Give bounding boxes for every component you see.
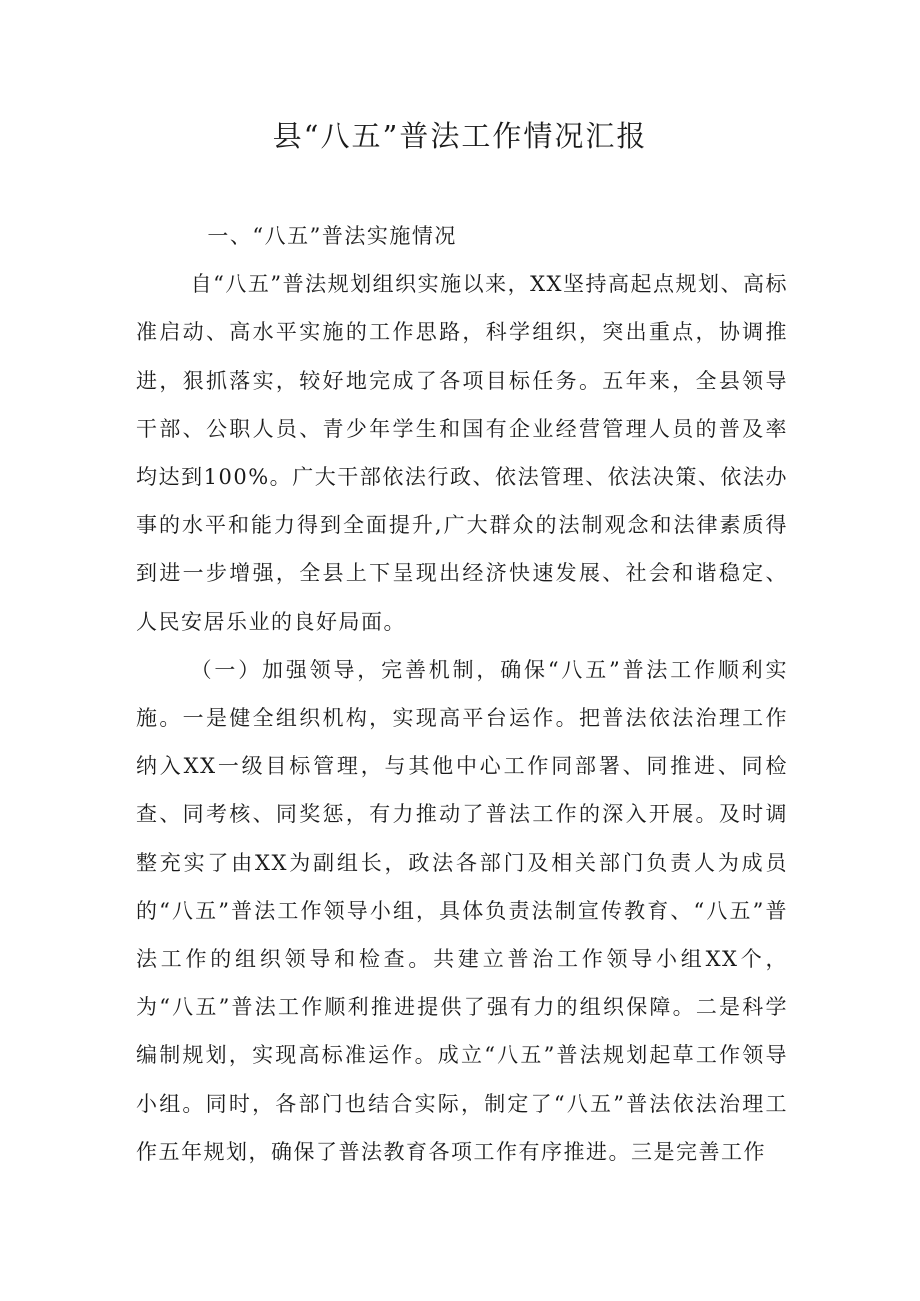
- document-title: 县“八五”普法工作情况汇报: [272, 119, 648, 153]
- section-heading: 一、“八五”普法实施情况: [207, 224, 457, 248]
- document-body: [136, 212, 788, 1176]
- paragraph-overview: 自“八五”普法规划组织实施以来，XX坚持高起点规划、高标准启动、高水平实施的工作思路，科学组织，突出重点，协调推进，狠抓落实，较好地完成了各项目标任务。五年来，全县领导干部、公职人员、青少年学生和国有企业经营管理人员的普及率均达到100%。广大干部依法行政、依法管理、依法决策、依法办事的水平和能力得到全面提升,广大群众的法制观念和法律素质得到进一步增强，全县上下呈现出经济快速发展、社会和谐稳定、人民安居乐业的良好局面。: [136, 272, 788, 634]
- paragraph-leadership: （一）加强领导，完善机制，确保“八五”普法工作顺利实施。一是健全组织机构，实现高平台运作。把普法依法治理工作纳入XX一级目标管理，与其他中心工作同部署、同推进、同检查、同考核、同奖惩，有力推动了普法工作的深入开展。及时调整充实了由XX为副组长，政法各部门及相关部门负责人为成员的“八五”普法工作领导小组，具体负责法制宣传教育、“八五”普法工作的组织领导和检查。共建立普治工作领导小组XX个，为“八五”普法工作顺利推进提供了强有力的组织保障。二是科学编制规划，实现高标准运作。成立“八五”普法规划起草工作领导小组。同时，各部门也结合实际，制定了“八五”普法依法治理工作五年规划，确保了普法教育各项工作有序推进。三是完善工作: [136, 657, 788, 1164]
